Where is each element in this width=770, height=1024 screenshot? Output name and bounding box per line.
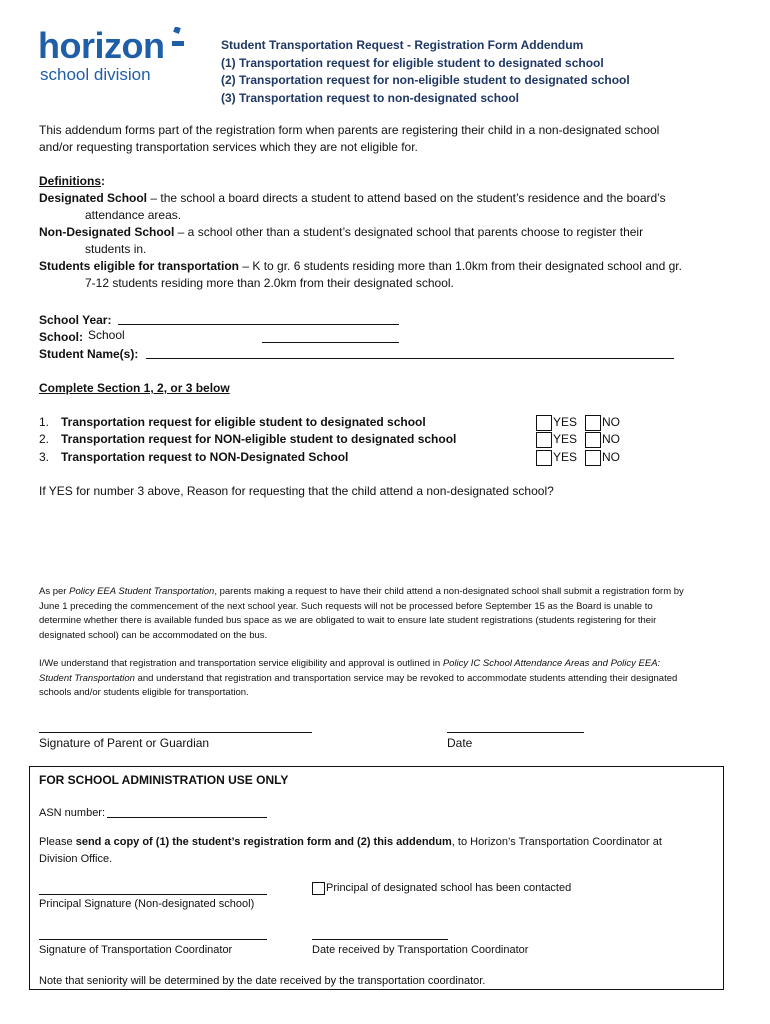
document-header [221,37,630,107]
logo-mark-icon [170,27,186,51]
policy-text: I/We understand that registration and transportation service eligibility and approval is outlined in [39,658,443,669]
definitions-heading: Definitions [39,174,101,188]
reason-answer-area[interactable] [39,505,729,575]
principal-signature-line[interactable] [39,894,267,895]
section-1-no-label: NO [602,415,620,429]
non-designated-school-text-2: students in. [85,242,147,256]
policy-text: , parents making a request to have their child attend a non-designated school shall submit a registration form by [214,586,684,597]
principal-contacted-checkbox[interactable] [312,882,325,895]
send-text: , to Horizon’s Transportation Coordinator at [451,836,662,848]
date-received-label: Date received by Transportation Coordinator [312,944,529,956]
coordinator-signature-label: Signature of Transportation Coordinator [39,944,233,956]
section-text: Transportation request to NON-Designated School [61,450,349,464]
section-number: 1. [39,415,50,429]
intro-line-1: This addendum forms part of the registration form when parents are registering their child in a non-designated school [39,123,660,137]
section-3-no-checkbox[interactable] [585,450,601,466]
logo-subtitle: school division [40,65,151,84]
send-copy-instructions [39,834,709,868]
reason-question: If YES for number 3 above, Reason for requesting that the child attend a non-designated school? [39,484,554,498]
section-2-yes-checkbox[interactable] [536,432,552,448]
section-1-no-checkbox[interactable] [585,415,601,431]
asn-label: ASN number: [39,807,106,819]
section-3-no-label: NO [602,450,620,464]
policy-line: schools and/or students eligible for transportation. [39,687,249,698]
policy-paragraph-2 [39,657,729,701]
header-line-3: (3) Transportation request to non-designated school [221,90,520,105]
policy-name: Policy EEA Student Transportation [69,586,215,597]
eligible-term: Students eligible for transportation [39,259,240,273]
definitions-colon: : [101,174,105,188]
parent-signature-line[interactable] [39,732,312,733]
section-2-no-label: NO [602,432,620,446]
designated-school-term: Designated School [39,191,148,205]
non-designated-school-text: – a school other than a student’s designated school that parents choose to register their [174,225,644,239]
school-value[interactable]: School [88,328,125,342]
section-text: Transportation request for NON-eligible student to designated school [61,432,457,446]
admin-use-box [29,766,724,990]
section-1-yes-label: YES [553,415,578,429]
principal-signature-label: Principal Signature (Non-designated school) [39,898,255,910]
definitions [39,173,739,292]
section-1-yes-checkbox[interactable] [536,415,552,431]
non-designated-school-term: Non-Designated School [39,225,175,239]
eligible-text: – K to gr. 6 students residing more than 1.0km from their designated school and gr. [239,259,682,273]
policy-name: Policy IC School Attendance Areas and Policy EEA: [442,658,661,669]
designated-school-text: – the school a board directs a student to attend based on the student’s residence and the board’s [147,191,666,205]
asn-field[interactable] [107,817,267,818]
policy-line: determine whether there is available funded bus space as we are obligated to wait to ensure late student registrations (students registering for their [39,615,657,626]
date-received-line[interactable] [312,939,448,940]
student-names-label: Student Name(s): [39,347,139,361]
section-2-yes-label: YES [553,432,578,446]
section-3-yes-label: YES [553,450,578,464]
date-label: Date [447,736,473,750]
header-line-1: (1) Transportation request for eligible student to designated school [221,55,604,70]
send-bold-text: send a copy of (1) the student’s registration form and (2) this addendum [75,836,452,848]
school-year-label: School Year: [39,313,112,327]
document-title: Student Transportation Request - Registration Form Addendum [221,38,584,52]
logo-wordmark: horizon [38,25,165,66]
policy-line: June 1 preceding the commencement of the next school year. Such requests will not be processed before September 15 as the Board is unable to [39,600,653,612]
section-text: Transportation request for eligible student to designated school [61,415,426,429]
intro-paragraph [39,122,659,156]
policy-name: Student Transportation [39,672,135,684]
designated-school-text-2: attendance areas. [85,208,182,222]
section-item-1 [39,414,426,431]
school-label: School: [39,330,83,344]
section-item-3 [39,449,348,466]
section-item-2 [39,431,456,448]
section-2-no-checkbox[interactable] [585,432,601,448]
send-text-line-2: Division Office. [39,853,113,865]
eligible-text-2: 7-12 students residing more than 2.0km from their designated school. [85,276,454,290]
intro-line-2: and/or requesting transportation services which they are not eligible for. [39,140,418,154]
section-number: 2. [39,432,50,446]
policy-text: and understand that registration and transportation service may be revoked to accommodate students attending their designated [134,672,678,684]
sections-heading: Complete Section 1, 2, or 3 below [39,381,230,395]
section-number: 3. [39,450,50,464]
section-3-yes-checkbox[interactable] [536,450,552,466]
header-line-2: (2) Transportation request for non-eligible student to designated school [221,73,630,87]
coordinator-signature-line[interactable] [39,939,267,940]
seniority-note: Note that seniority will be determined by the date received by the transportation coordinator. [39,975,486,987]
date-line[interactable] [447,732,584,733]
admin-heading: FOR SCHOOL ADMINISTRATION USE ONLY [39,773,289,787]
school-field[interactable] [262,342,399,343]
send-text: Please [39,836,76,848]
policy-line: designated school) can be accommodated on the bus. [39,629,268,641]
school-year-field[interactable] [118,324,399,325]
student-names-field[interactable] [146,358,674,359]
principal-contacted-label: Principal of designated school has been contacted [326,882,572,894]
parent-signature-label: Signature of Parent or Guardian [39,736,210,750]
policy-paragraph-1 [39,585,729,643]
policy-text: As per [39,586,70,597]
